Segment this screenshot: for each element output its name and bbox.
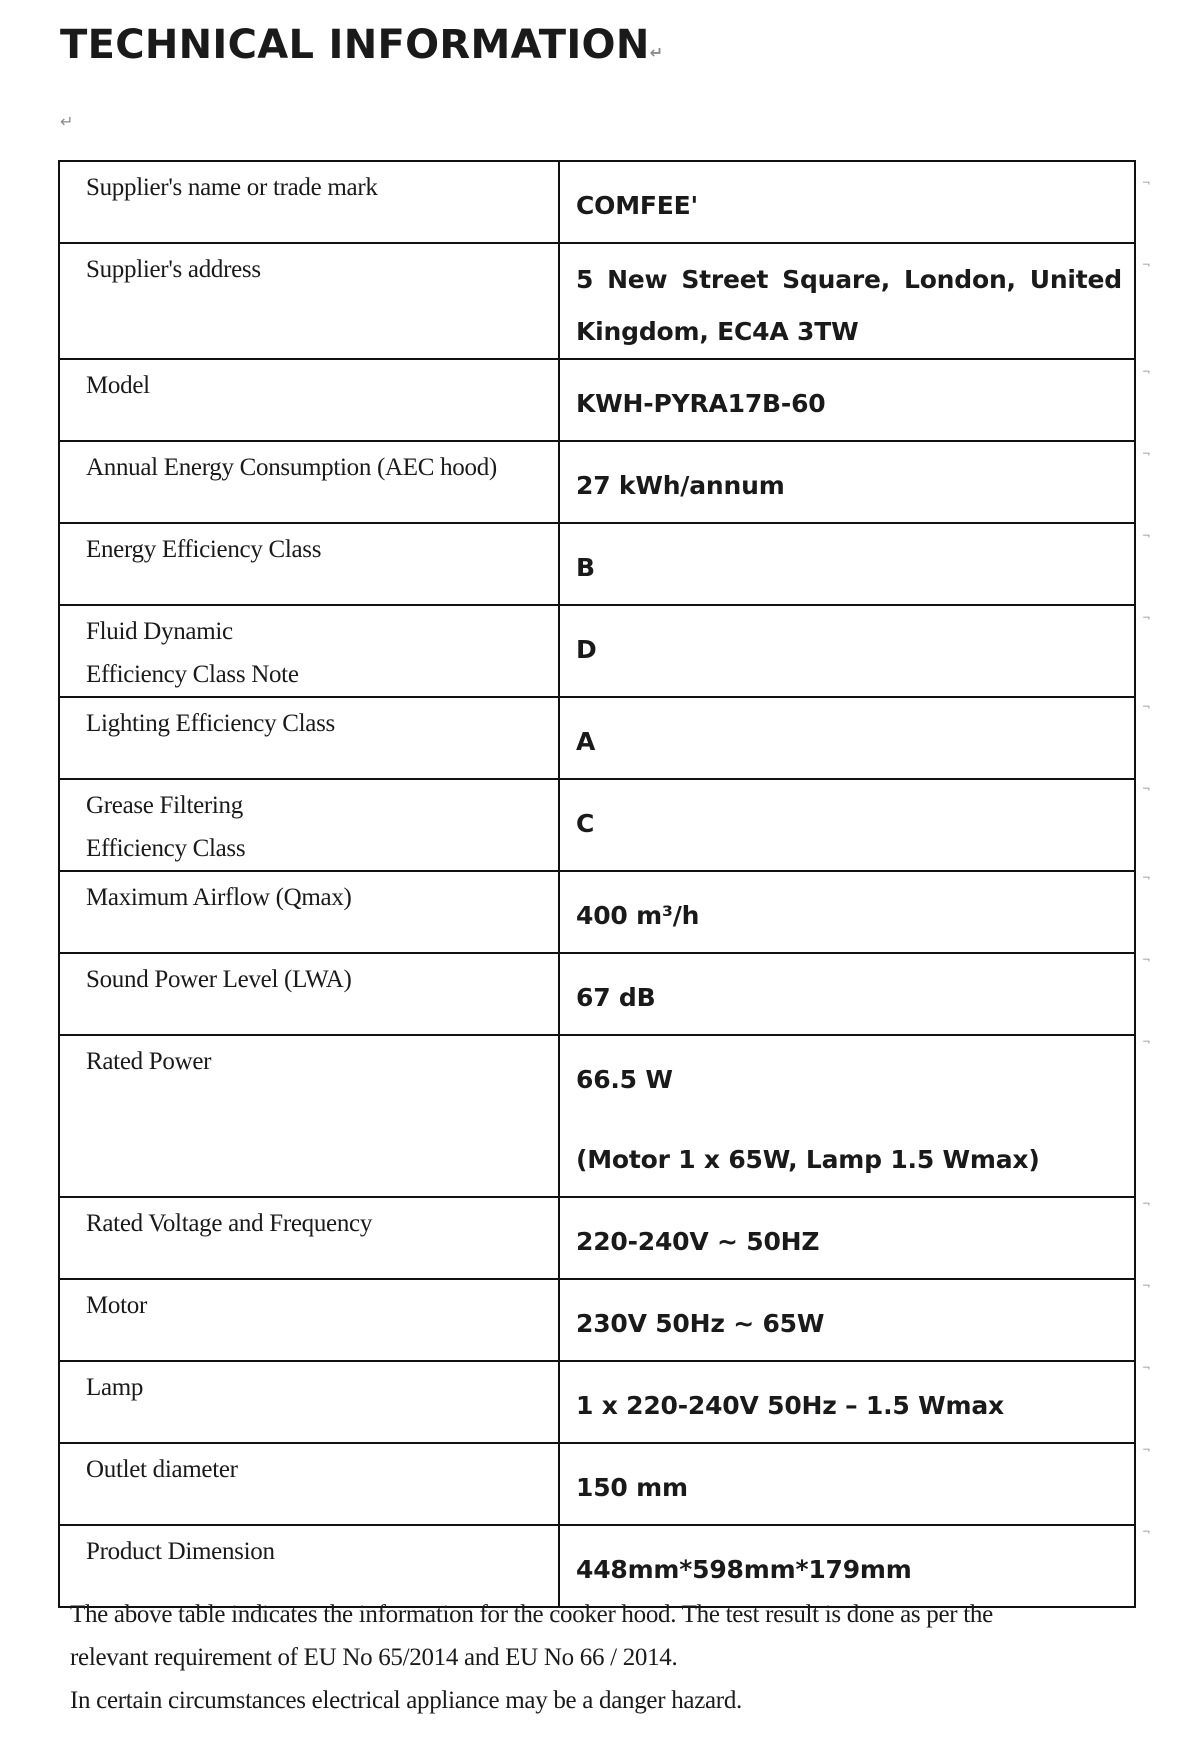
spec-value (559, 605, 1135, 697)
spec-label-text: Annual Energy Consumption (AEC hood) (86, 454, 497, 481)
row-end-mark-icon: ¬ (1142, 784, 1151, 795)
spec-value-text: (Motor 1 x 65W, Lamp 1.5 Wmax) (576, 1145, 1040, 1174)
spec-label (59, 441, 559, 523)
spec-value-text: C (576, 809, 595, 838)
spec-label-text: Rated Power (86, 1048, 212, 1075)
spec-value-text: COMFEE' (576, 191, 698, 220)
spec-label (59, 161, 559, 243)
spec-value-text: A (576, 727, 596, 756)
spec-value (559, 243, 1135, 359)
spec-label-text: Efficiency Class (86, 835, 246, 862)
spec-label (59, 1279, 559, 1361)
row-end-mark-icon: ¬ (1142, 1199, 1151, 1210)
technical-info-table-body (59, 161, 1135, 1607)
spec-value-text: D (576, 635, 597, 664)
spec-label-text: Sound Power Level (LWA) (86, 966, 352, 993)
technical-info-table (58, 160, 1136, 1608)
spec-label-text: Supplier's address (86, 256, 261, 283)
spec-value (559, 359, 1135, 441)
spec-value-text: 400 m³/h (576, 901, 700, 930)
table-row (59, 779, 1135, 871)
table-row (59, 161, 1135, 243)
spec-value (559, 953, 1135, 1035)
spec-label (59, 243, 559, 359)
spec-label (59, 697, 559, 779)
spec-value (559, 779, 1135, 871)
spec-value-text: KWH-PYRA17B-60 (576, 389, 826, 418)
row-end-mark-icon: ¬ (1142, 260, 1151, 271)
spec-value (559, 1197, 1135, 1279)
spec-value-text: 5 New Street Square, London, United Kingdom, EC4A 3TW (576, 265, 1122, 346)
spec-value-text: B (576, 553, 595, 582)
spec-value (559, 1035, 1135, 1197)
spec-label (59, 871, 559, 953)
spec-value (559, 1443, 1135, 1525)
row-end-mark-icon: ¬ (1142, 531, 1151, 542)
table-row (59, 697, 1135, 779)
paragraph-mark-icon: ↵ (649, 43, 664, 62)
row-end-mark-icon: ¬ (1142, 367, 1151, 378)
row-end-mark-icon: ¬ (1142, 1527, 1151, 1538)
spec-value-text: 66.5 W (576, 1065, 673, 1094)
table-row (59, 1197, 1135, 1279)
spec-label-text: Supplier's name or trade mark (86, 174, 378, 201)
row-end-mark-icon: ¬ (1142, 449, 1151, 460)
spec-label (59, 1035, 559, 1197)
footnote-line-1: The above table indicates the information for the cooker hood. The test result is done as per the (70, 1601, 993, 1628)
spec-value (559, 1361, 1135, 1443)
spec-label-text: Outlet diameter (86, 1456, 238, 1483)
table-row (59, 523, 1135, 605)
footnote-line-2: relevant requirement of EU No 65/2014 and EU No 66 / 2014. (70, 1644, 678, 1671)
table-row (59, 605, 1135, 697)
row-end-mark-icon: ¬ (1142, 702, 1151, 713)
spec-value-text: 220-240V ~ 50HZ (576, 1227, 820, 1256)
spec-label-text: Fluid Dynamic (86, 618, 233, 645)
table-row (59, 1443, 1135, 1525)
document-title: TECHNICAL INFORMATION↵ (60, 22, 664, 68)
spec-label-text: Energy Efficiency Class (86, 536, 322, 563)
row-end-mark-icon: ¬ (1142, 613, 1151, 624)
table-row (59, 1035, 1135, 1197)
row-end-mark-icon: ¬ (1142, 178, 1151, 189)
spec-value-text: 448mm*598mm*179mm (576, 1555, 912, 1584)
row-end-mark-icon: ¬ (1142, 1363, 1151, 1374)
spec-value-text: 27 kWh/annum (576, 471, 785, 500)
spec-label-text: Maximum Airflow (Qmax) (86, 884, 352, 911)
spec-label-text: Rated Voltage and Frequency (86, 1210, 373, 1237)
row-end-mark-icon: ¬ (1142, 1445, 1151, 1456)
table-row (59, 359, 1135, 441)
table-row (59, 1279, 1135, 1361)
footnote-line-3: In certain circumstances electrical appliance may be a danger hazard. (70, 1687, 742, 1714)
spec-label (59, 953, 559, 1035)
spec-value-text: 1 x 220-240V 50Hz – 1.5 Wmax (576, 1391, 1004, 1420)
spec-label (59, 605, 559, 697)
spec-label (59, 1361, 559, 1443)
spec-value (559, 523, 1135, 605)
spec-value (559, 441, 1135, 523)
spec-label-text: Product Dimension (86, 1538, 275, 1565)
spec-label-text: Model (86, 372, 150, 399)
row-end-mark-icon: ¬ (1142, 1281, 1151, 1292)
spec-value (559, 161, 1135, 243)
table-row (59, 1361, 1135, 1443)
paragraph-mark-icon: ↵ (60, 112, 74, 131)
row-end-mark-icon: ¬ (1142, 873, 1151, 884)
table-row (59, 871, 1135, 953)
row-end-mark-icon: ¬ (1142, 955, 1151, 966)
spec-value-text: 230V 50Hz ~ 65W (576, 1309, 825, 1338)
spec-label (59, 779, 559, 871)
spec-value (559, 697, 1135, 779)
spec-label-text: Efficiency Class Note (86, 661, 299, 688)
spec-value (559, 1279, 1135, 1361)
spec-label-text: Motor (86, 1292, 148, 1319)
table-row (59, 441, 1135, 523)
spec-label (59, 359, 559, 441)
table-row (59, 243, 1135, 359)
spec-value-text: 67 dB (576, 983, 656, 1012)
spec-label (59, 1197, 559, 1279)
spec-label (59, 1443, 559, 1525)
spec-value-text: 150 mm (576, 1473, 688, 1502)
spec-label (59, 523, 559, 605)
spec-value (559, 871, 1135, 953)
spec-label-text: Lighting Efficiency Class (86, 710, 335, 737)
row-end-mark-icon: ¬ (1142, 1037, 1151, 1048)
spec-label-text: Lamp (86, 1374, 144, 1401)
table-row (59, 953, 1135, 1035)
spec-label-text: Grease Filtering (86, 792, 243, 819)
